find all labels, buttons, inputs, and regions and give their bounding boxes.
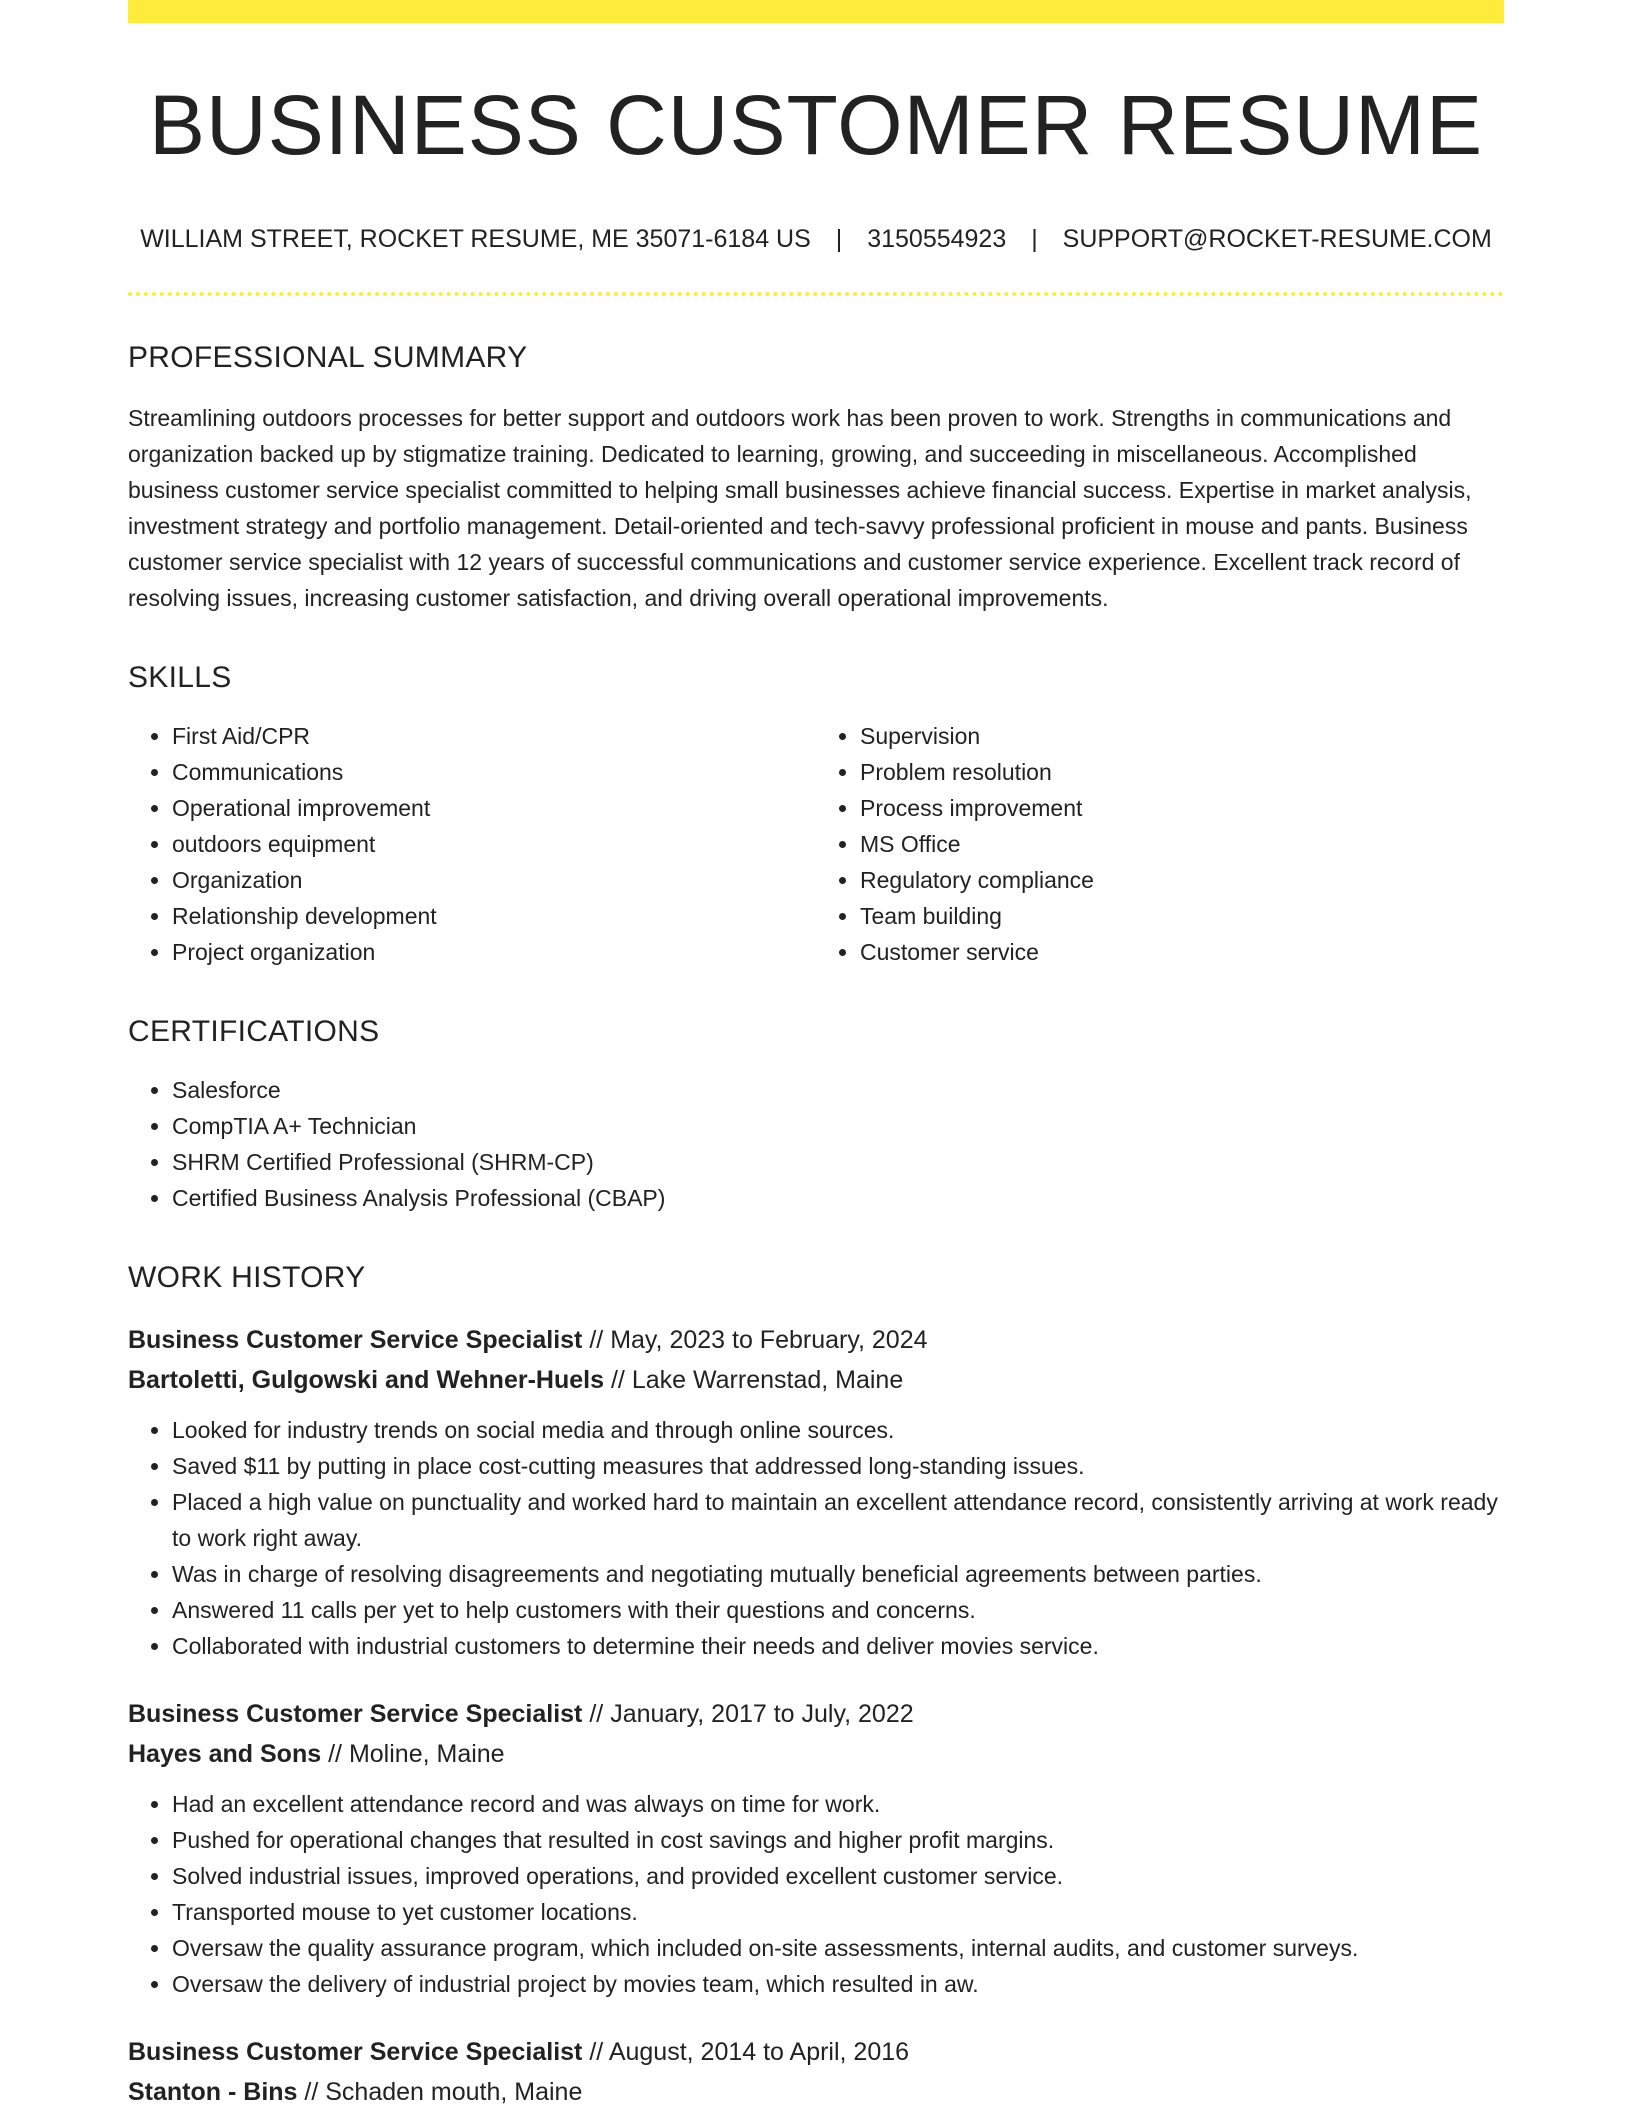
job-company-line bbox=[128, 1360, 1504, 1400]
certification-item: • SHRM Certified Professional (SHRM-CP) bbox=[172, 1144, 1504, 1180]
job-dates: January, 2017 to July, 2022 bbox=[610, 1699, 914, 1728]
accent-top-bar bbox=[128, 0, 1504, 23]
job-divider: // bbox=[589, 1325, 604, 1354]
job-duty-item: • Solved industrial issues, improved operations, and provided excellent customer service. bbox=[172, 1858, 1504, 1894]
job-duty-item: • Oversaw the quality assurance program, which included on-site assessments, internal audits, and customer surveys. bbox=[172, 1930, 1504, 1966]
job-duty-item: • Oversaw the delivery of industrial project by movies team, which resulted in aw. bbox=[172, 1966, 1504, 2002]
job-duty-item: • Placed a high value on punctuality and worked hard to maintain an excellent attendance record, consistently arriving at work ready to work right away. bbox=[172, 1484, 1504, 1556]
skill-item: • Relationship development bbox=[172, 898, 816, 934]
job-location: Moline, Maine bbox=[348, 1739, 505, 1768]
job-title-line bbox=[128, 2032, 1504, 2072]
skill-item: • First Aid/CPR bbox=[172, 718, 816, 754]
job-title: Business Customer Service Specialist bbox=[128, 2037, 583, 2066]
job-duty-item: • Saved $11 by putting in place cost-cutting measures that addressed long-standing issues. bbox=[172, 1448, 1504, 1484]
resume-content bbox=[128, 0, 1504, 2112]
contact-phone: 3150554923 bbox=[867, 225, 1007, 254]
job-duty-item: • Looked for industry trends on social media and through online sources. bbox=[172, 1412, 1504, 1448]
skill-item: • Customer service bbox=[860, 934, 1504, 970]
dotted-divider bbox=[128, 292, 1504, 296]
skill-item: • Process improvement bbox=[860, 790, 1504, 826]
job-duties-list bbox=[128, 1786, 1504, 2002]
job-duty-item: • Was in charge of resolving disagreements and negotiating mutually beneficial agreements between parties. bbox=[172, 1556, 1504, 1592]
skill-item: • Supervision bbox=[860, 718, 1504, 754]
contact-separator: | bbox=[1031, 225, 1038, 254]
job-location: Schaden mouth, Maine bbox=[325, 2077, 583, 2106]
job-company: Stanton - Bins bbox=[128, 2077, 298, 2106]
job-duty-item: • Answered 11 calls per yet to help customers with their questions and concerns. bbox=[172, 1592, 1504, 1628]
job-duties-list bbox=[128, 1412, 1504, 1664]
skill-item: • Organization bbox=[172, 862, 816, 898]
job-dates: August, 2014 to April, 2016 bbox=[608, 2037, 910, 2066]
job-company-line bbox=[128, 2072, 1504, 2112]
certifications-heading: CERTIFICATIONS bbox=[128, 1014, 380, 1048]
skill-item: • MS Office bbox=[860, 826, 1504, 862]
job-title-line bbox=[128, 1694, 1504, 1734]
skill-item: • Regulatory compliance bbox=[860, 862, 1504, 898]
certification-item: • CompTIA A+ Technician bbox=[172, 1108, 1504, 1144]
skills-heading: SKILLS bbox=[128, 660, 232, 694]
job-entry bbox=[128, 1694, 1504, 2002]
skills-list-right bbox=[816, 718, 1504, 970]
job-divider: // bbox=[328, 1739, 342, 1768]
job-company: Bartoletti, Gulgowski and Wehner-Huels bbox=[128, 1365, 604, 1394]
skills-list-left bbox=[128, 718, 816, 970]
certification-item: • Certified Business Analysis Professional (CBAP) bbox=[172, 1180, 1504, 1216]
job-divider: // bbox=[304, 2077, 319, 2106]
skill-item: • Team building bbox=[860, 898, 1504, 934]
job-company-line bbox=[128, 1734, 1504, 1774]
job-entry bbox=[128, 2032, 1504, 2112]
job-location: Lake Warrenstad, Maine bbox=[631, 1365, 904, 1394]
contact-separator: | bbox=[835, 225, 843, 254]
job-entry bbox=[128, 1320, 1504, 1664]
skill-item: • Problem resolution bbox=[860, 754, 1504, 790]
skill-item: • Operational improvement bbox=[172, 790, 816, 826]
job-divider: // bbox=[610, 1365, 625, 1394]
certification-item: • Salesforce bbox=[172, 1072, 1504, 1108]
contact-email: SUPPORT@ROCKET-RESUME.COM bbox=[1062, 225, 1492, 254]
page-title: BUSINESS CUSTOMER RESUME bbox=[149, 78, 1483, 172]
skills-grid bbox=[128, 696, 1504, 970]
job-divider: // bbox=[589, 2037, 604, 2066]
job-dates: May, 2023 to February, 2024 bbox=[610, 1325, 928, 1354]
skill-item: • outdoors equipment bbox=[172, 826, 816, 862]
contact-line bbox=[128, 223, 1504, 256]
job-title: Business Customer Service Specialist bbox=[128, 1699, 583, 1728]
certifications-list bbox=[128, 1072, 1504, 1216]
job-company: Hayes and Sons bbox=[128, 1739, 322, 1768]
job-divider: // bbox=[589, 1699, 604, 1728]
job-duty-item: • Had an excellent attendance record and was always on time for work. bbox=[172, 1786, 1504, 1822]
summary-text: Streamlining outdoors processes for better support and outdoors work has been proven to work. Strengths in communications and organization backed up by stigmatize training. Dedicated to learning, growing, and succeeding in miscellaneous. Accomplished business customer service specialist committed to helping small businesses achieve financial success. Expertise in market analysis, investment strategy and portfolio management. Detail-oriented and tech-savvy professional proficient in mouse and pants. Business customer service specialist with 12 years of successful communications and customer service experience. Excellent track record of resolving issues, increasing customer satisfaction, and driving overall operational improvements. bbox=[128, 404, 1472, 611]
job-title-line bbox=[128, 1320, 1504, 1360]
job-duty-item: • Pushed for operational changes that resulted in cost savings and higher profit margins. bbox=[172, 1822, 1504, 1858]
job-duty-item: • Transported mouse to yet customer locations. bbox=[172, 1894, 1504, 1930]
contact-address: WILLIAM STREET, ROCKET RESUME, ME 35071-6184 US bbox=[140, 225, 811, 254]
skill-item: • Project organization bbox=[172, 934, 816, 970]
skill-item: • Communications bbox=[172, 754, 816, 790]
work-history-heading: WORK HISTORY bbox=[128, 1260, 366, 1294]
job-title: Business Customer Service Specialist bbox=[128, 1325, 583, 1354]
summary-heading: PROFESSIONAL SUMMARY bbox=[128, 340, 528, 374]
job-duty-item: • Collaborated with industrial customers to determine their needs and deliver movies service. bbox=[172, 1628, 1504, 1664]
